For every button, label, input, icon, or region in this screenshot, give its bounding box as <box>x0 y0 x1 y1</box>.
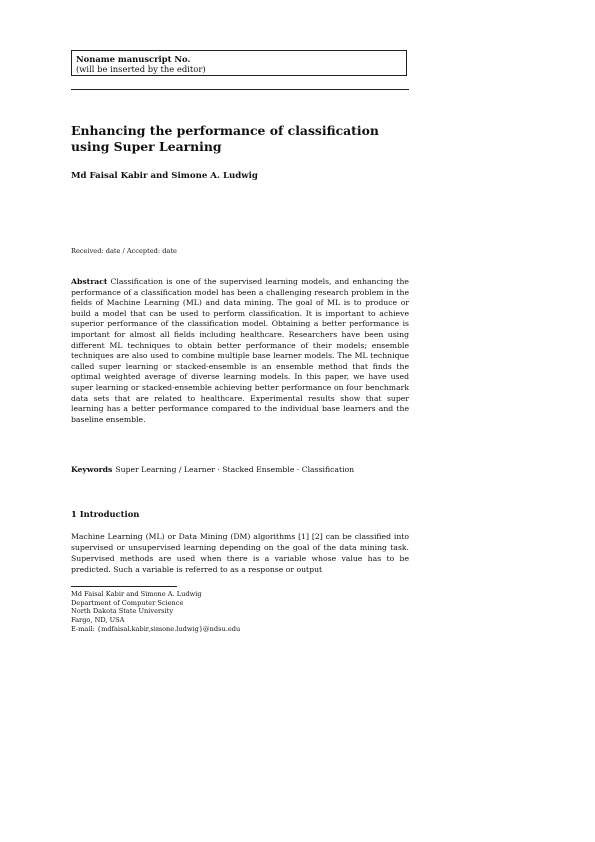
keywords-block <box>71 465 409 474</box>
abstract-label: Abstract <box>71 277 108 286</box>
abstract-text: Classification is one of the supervised learning models, and enhancing the performance of a classification model has been a challenging research problem in the fields of Machine Learning (ML) and data mining. The goal of ML is to produce or build a model that can be used to perform classification. It is important to achieve superior performance of the classification model. Obtaining a better performance is important for almost all fields including healthcare. Researchers have been using different ML techniques to obtain better performance of their models; ensemble techniques are also used to combine multiple base learner models. The ML technique called super learning or stacked-ensemble is an ensemble method that finds the optimal weighted average of diverse learning models. In this paper, we have used super learning or stacked-ensemble achieving better performance on four benchmark data sets that are related to healthcare. Experimental results show that super learning has a better performance compared to the individual base learners and the baseline ensemble. <box>71 277 409 424</box>
footnote-rule <box>71 586 177 587</box>
footnote-line: Fargo, ND, USA <box>71 616 125 625</box>
received-date: Received: date / Accepted: date <box>71 247 177 255</box>
paper-title: Enhancing the performance of classification using Super Learning <box>71 123 379 154</box>
manuscript-header-box <box>71 50 407 76</box>
footnote-line: Md Faisal Kabir and Simone A. Ludwig <box>71 590 202 598</box>
author-footnote <box>71 590 240 634</box>
header-rule <box>71 89 409 90</box>
manuscript-number-label: Noname manuscript No. <box>76 54 191 64</box>
section-heading: 1 Introduction <box>71 509 140 519</box>
keywords-label: Keywords <box>71 465 113 474</box>
footnote-email: E-mail: {mdfaisal.kabir,simone.ludwig}@ndsu.edu <box>71 624 241 633</box>
abstract-block <box>71 277 409 425</box>
editor-note: (will be inserted by the editor) <box>76 64 206 74</box>
footnote-line: Department of Computer Science <box>71 598 184 607</box>
paper-authors: Md Faisal Kabir and Simone A. Ludwig <box>71 171 258 181</box>
keywords-text: Super Learning / Learner · Stacked Ensemble · Classification <box>115 465 355 474</box>
footnote-line: North Dakota State University <box>71 607 174 616</box>
introduction-text: Machine Learning (ML) or Data Mining (DM) algorithms [1] [2] can be classified into supervised or unsupervised learning depending on the goal of the data mining task. Supervised methods are used when there is a variable whose value has to be predicted. Such a variable is referred to as a response or output <box>71 532 409 574</box>
